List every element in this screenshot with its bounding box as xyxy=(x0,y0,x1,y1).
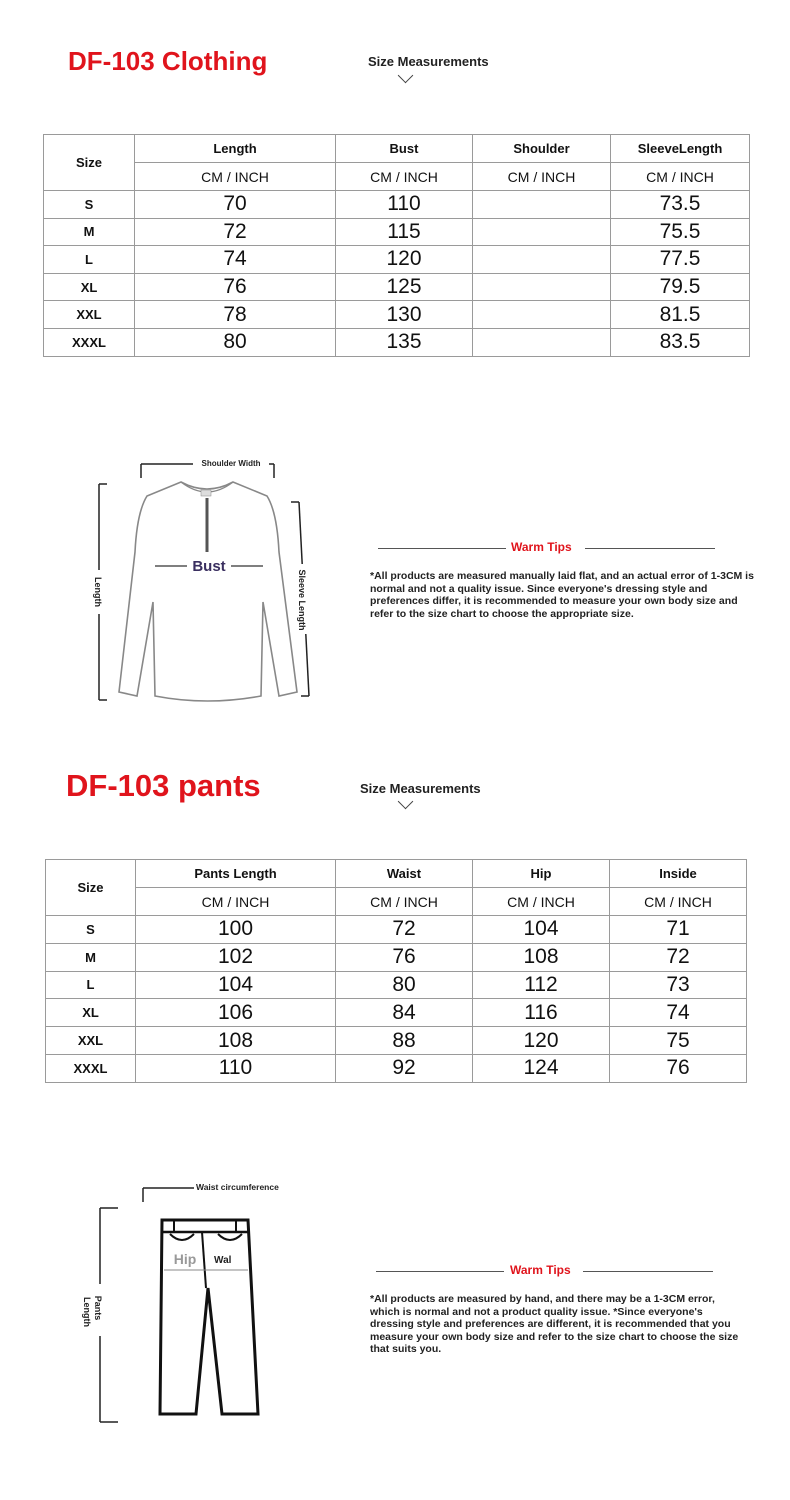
pants-warm-tips xyxy=(370,1263,760,1356)
size-cell: XXL xyxy=(44,301,135,329)
value-cell: 124 xyxy=(473,1054,610,1082)
value-cell xyxy=(473,218,611,246)
unit-cell: CM / INCH xyxy=(473,888,610,916)
size-header: Size xyxy=(44,135,135,191)
length-label: Length xyxy=(93,577,103,607)
value-cell xyxy=(473,328,611,356)
pants-length-label-1: Pants xyxy=(93,1295,103,1321)
bust-label: Bust xyxy=(192,558,226,575)
unit-cell: CM / INCH xyxy=(135,163,336,191)
value-cell: 73.5 xyxy=(611,191,750,219)
column-header: Waist xyxy=(336,860,473,888)
waist-circumference-label: Waist circumference xyxy=(196,1182,279,1192)
value-cell: 70 xyxy=(135,191,336,219)
value-cell: 120 xyxy=(473,1027,610,1055)
value-cell xyxy=(473,273,611,301)
value-cell: 92 xyxy=(336,1054,473,1082)
value-cell: 74 xyxy=(135,246,336,274)
value-cell: 115 xyxy=(336,218,473,246)
table-row xyxy=(44,246,750,274)
clothing-warm-tips xyxy=(370,540,760,620)
table-row xyxy=(46,916,747,944)
table-row xyxy=(44,301,750,329)
value-cell: 108 xyxy=(473,943,610,971)
hip-label: Hip xyxy=(173,1251,197,1267)
value-cell: 72 xyxy=(610,943,747,971)
value-cell: 76 xyxy=(336,943,473,971)
shirt-measurement-diagram xyxy=(85,452,325,712)
pants-length-label-2: Length xyxy=(82,1297,92,1327)
value-cell: 72 xyxy=(336,916,473,944)
table-row xyxy=(46,1054,747,1082)
column-header: Pants Length xyxy=(136,860,336,888)
clothing-title: DF-103 Clothing xyxy=(68,46,268,76)
value-cell: 73 xyxy=(610,971,747,999)
table-row xyxy=(46,943,747,971)
tips-divider-left xyxy=(378,548,506,549)
value-cell: 72 xyxy=(135,218,336,246)
value-cell: 71 xyxy=(610,916,747,944)
waist-circumference-indicator xyxy=(143,1180,294,1202)
column-header: SleeveLength xyxy=(611,135,750,163)
value-cell: 104 xyxy=(136,971,336,999)
value-cell: 75.5 xyxy=(611,218,750,246)
tips-divider-right xyxy=(583,1271,713,1272)
length-indicator xyxy=(89,484,109,700)
chevron-down-icon xyxy=(398,68,414,84)
value-cell: 110 xyxy=(336,191,473,219)
size-cell: M xyxy=(46,943,136,971)
size-cell: L xyxy=(44,246,135,274)
pants-icon xyxy=(160,1220,258,1414)
size-cell: XXL xyxy=(46,1027,136,1055)
unit-cell: CM / INCH xyxy=(610,888,747,916)
warm-tips-text: *All products are measured manually laid flat, and an actual error of 1-3CM is normal and not a quality issue. Since everyone's dressing style and preferences differ, it is recommended to measure your own body size and refer to the size chart to choose the appropriate size. xyxy=(370,570,754,620)
value-cell xyxy=(473,246,611,274)
column-header: Inside xyxy=(610,860,747,888)
table-row xyxy=(44,191,750,219)
value-cell: 76 xyxy=(610,1054,747,1082)
warm-tips-title: Warm Tips xyxy=(510,1263,571,1277)
unit-cell: CM / INCH xyxy=(336,888,473,916)
value-cell: 88 xyxy=(336,1027,473,1055)
value-cell: 125 xyxy=(336,273,473,301)
value-cell: 110 xyxy=(136,1054,336,1082)
size-cell: S xyxy=(46,916,136,944)
unit-cell: CM / INCH xyxy=(336,163,473,191)
value-cell: 106 xyxy=(136,999,336,1027)
value-cell: 80 xyxy=(336,971,473,999)
sleeve-length-label: Sleeve Length xyxy=(297,569,307,631)
size-cell: XXXL xyxy=(44,328,135,356)
unit-cell: CM / INCH xyxy=(473,163,611,191)
clothing-subtitle: Size Measurements xyxy=(368,54,489,69)
value-cell: 77.5 xyxy=(611,246,750,274)
value-cell xyxy=(473,301,611,329)
pants-length-indicator xyxy=(78,1208,118,1422)
size-cell: L xyxy=(46,971,136,999)
value-cell: 112 xyxy=(473,971,610,999)
column-header: Bust xyxy=(336,135,473,163)
size-cell: M xyxy=(44,218,135,246)
pants-measurement-diagram xyxy=(70,1176,310,1426)
tips-divider-left xyxy=(376,1271,504,1272)
value-cell: 79.5 xyxy=(611,273,750,301)
value-cell: 75 xyxy=(610,1027,747,1055)
warm-tips-text: *All products are measured by hand, and there may be a 1-3CM error, which is normal and not a product quality issue. *Since everyone's dressing style and preferences are different, it is recommended that you measure your own body size and refer to the size chart to choose the size that suits you. xyxy=(370,1293,739,1355)
value-cell: 83.5 xyxy=(611,328,750,356)
value-cell: 120 xyxy=(336,246,473,274)
wal-label: Wal xyxy=(214,1255,232,1266)
value-cell: 135 xyxy=(336,328,473,356)
chevron-down-icon xyxy=(398,794,414,810)
pants-size-table xyxy=(45,859,747,1083)
table-row xyxy=(44,218,750,246)
value-cell: 81.5 xyxy=(611,301,750,329)
size-cell: XXXL xyxy=(46,1054,136,1082)
pants-title: DF-103 pants xyxy=(66,768,261,803)
unit-cell: CM / INCH xyxy=(136,888,336,916)
size-cell: XL xyxy=(44,273,135,301)
value-cell: 104 xyxy=(473,916,610,944)
column-header: Shoulder xyxy=(473,135,611,163)
column-header: Length xyxy=(135,135,336,163)
size-header: Size xyxy=(46,860,136,916)
table-row xyxy=(44,328,750,356)
value-cell: 116 xyxy=(473,999,610,1027)
unit-cell: CM / INCH xyxy=(611,163,750,191)
value-cell: 74 xyxy=(610,999,747,1027)
shoulder-width-label: Shoulder Width xyxy=(201,459,261,468)
value-cell: 78 xyxy=(135,301,336,329)
warm-tips-title: Warm Tips xyxy=(511,540,572,554)
size-cell: XL xyxy=(46,999,136,1027)
value-cell: 130 xyxy=(336,301,473,329)
value-cell: 84 xyxy=(336,999,473,1027)
unit-row xyxy=(44,163,750,191)
table-row xyxy=(46,1027,747,1055)
table-row xyxy=(46,971,747,999)
table-header-row xyxy=(46,860,747,888)
tips-divider-right xyxy=(585,548,715,549)
value-cell: 76 xyxy=(135,273,336,301)
pants-subtitle: Size Measurements xyxy=(360,781,481,796)
column-header: Hip xyxy=(473,860,610,888)
shoulder-width-indicator xyxy=(141,458,274,478)
value-cell: 100 xyxy=(136,916,336,944)
value-cell: 102 xyxy=(136,943,336,971)
value-cell: 80 xyxy=(135,328,336,356)
value-cell: 108 xyxy=(136,1027,336,1055)
size-cell: S xyxy=(44,191,135,219)
unit-row xyxy=(46,888,747,916)
table-header-row xyxy=(44,135,750,163)
value-cell xyxy=(473,191,611,219)
clothing-size-table xyxy=(43,134,750,357)
table-row xyxy=(46,999,747,1027)
table-row xyxy=(44,273,750,301)
